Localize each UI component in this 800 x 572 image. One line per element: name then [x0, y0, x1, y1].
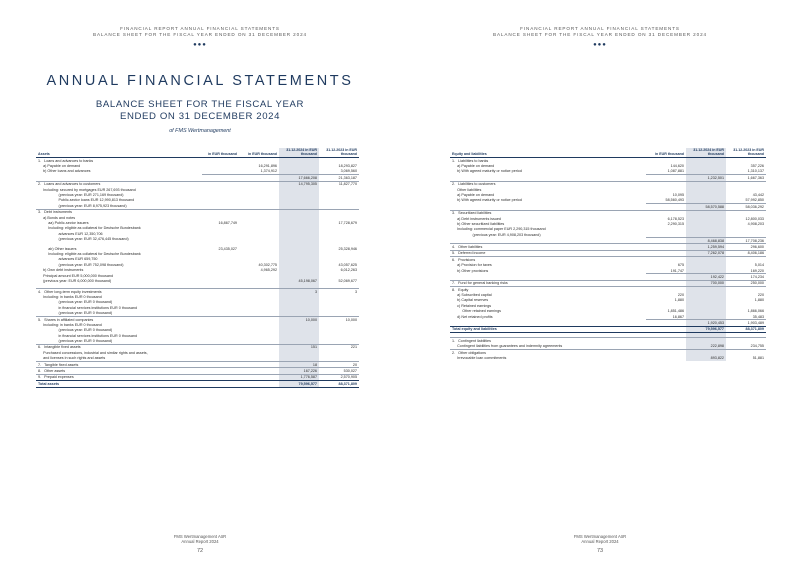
row-value: 21,363,187 [319, 175, 359, 181]
header-2024: 31.12.2024 in EUR thousand [686, 148, 726, 158]
balance-sheet-subtitle [0, 99, 400, 123]
row-value: 17,666,208 [279, 175, 319, 181]
row-label: ab) Other issuers [38, 246, 77, 251]
row-label: and licenses in such rights and assets [38, 356, 106, 361]
row-label: b) Other provisions [452, 268, 489, 273]
row-value: 51,881 [752, 356, 764, 361]
row-label: Including: in banks EUR 0 thousand [38, 322, 102, 327]
row-value: 11,827,770 [319, 181, 359, 187]
row-value: 10,095 [672, 192, 684, 197]
row-label: 2. Other obligations [450, 350, 646, 356]
row-value: 58,560,493 [665, 198, 684, 203]
row-value: 88,371,809 [726, 326, 766, 332]
row-value: 45,198,067 [279, 278, 319, 283]
running-header-line-2: BALANCE SHEET FOR THE FISCAL YEAR ENDED ON 31 DECEMBER 2024 [92, 32, 307, 37]
header-assets: Assets [36, 148, 202, 158]
row-label: (previous year: EUR 4,908,203 thousand) [452, 232, 541, 237]
header-in-eur-2: in EUR thousand [239, 148, 279, 158]
row-value: 144,620 [670, 163, 684, 168]
header-2023: 31.12.2023 in EUR thousand [726, 148, 766, 158]
row-value: 58,570,588 [686, 204, 726, 210]
row-label: Total assets [36, 381, 202, 387]
row-label: 5. Shares in affiliated companies [36, 316, 202, 322]
row-value: 1,667,363 [726, 175, 766, 181]
row-value: 14,795,305 [279, 181, 319, 187]
running-header [0, 26, 400, 38]
row-value: 893,822 [686, 356, 726, 361]
row-value: 5,014 [754, 263, 764, 268]
row-label: Irrevocable loan commitments [452, 356, 507, 361]
liabilities-table [450, 148, 766, 361]
row-value: 58,036,292 [726, 204, 766, 210]
running-header-line-2: BALANCE SHEET FOR THE FISCAL YEAR ENDED ON 31 DECEMBER 2024 [492, 32, 707, 37]
row-label: b) With agreed maturity or notice period [452, 198, 522, 203]
page-number: 72 [196, 548, 204, 554]
row-value [239, 381, 279, 387]
row-value: 151 [279, 344, 319, 350]
row-value [646, 356, 686, 361]
assets-table-body [36, 158, 359, 388]
row-label: 8. Equity [450, 287, 646, 293]
row-value: 675 [677, 263, 684, 268]
row-value: 1,903,489 [726, 320, 766, 326]
page-footer [0, 534, 400, 544]
row-label: d) Net retained profits [452, 314, 493, 319]
row-value: 250,000 [726, 280, 766, 286]
row-label: Other liabilities [452, 187, 482, 192]
header-in-eur-1: in EUR thousand [202, 148, 239, 158]
row-label: advances EUR 659,750 [38, 257, 98, 262]
row-label: b) Capital reserves [452, 298, 489, 303]
assets-table [36, 148, 359, 388]
row-label: 6. Intangible fixed assets [36, 344, 202, 350]
row-value: 2,570,905 [319, 374, 359, 380]
row-value: 1,880 [674, 298, 684, 303]
row-label: a) Debt instruments issued [452, 216, 501, 221]
row-value: 3 [279, 288, 319, 294]
row-label: b) Own debt instruments [38, 268, 84, 273]
row-value: 1,374,912 [260, 169, 277, 174]
row-value: 8,406,186 [726, 250, 766, 256]
footer-line-2: Annual Report 2024 [181, 539, 219, 544]
row-label: Other retained earnings [452, 309, 501, 314]
row-label: a) Provision for taxes [452, 263, 492, 268]
row-label: 1. Loans and advances to banks [36, 158, 202, 164]
row-label: a) Payable on demand [452, 192, 495, 197]
row-value: 192,422 [686, 274, 726, 280]
row-value: 1,851,486 [667, 309, 684, 314]
header-in-eur: in EUR thousand [646, 148, 686, 158]
row-label: 3. Debt instruments [36, 209, 202, 215]
row-label: Contingent liabilities from guarantees and indemnity agreements [452, 344, 563, 349]
row-label: (previous year: EUR 0 thousand) [38, 311, 113, 316]
header-2023: 31.12.2023 in EUR thousand [319, 148, 359, 158]
row-value: 530,027 [319, 368, 359, 374]
row-value: 10,000 [319, 316, 359, 322]
row-label: Including: eligible as collateral for Deutsche Bundesbank [38, 226, 141, 231]
row-value: 222,898 [686, 344, 726, 350]
row-value: 57,992,850 [745, 198, 764, 203]
row-label: (previous year: EUR 271,169 thousand) [38, 192, 124, 197]
row-label: Purchased concessions, industrial and similar rights and assets, [38, 350, 148, 355]
row-value: 18,293,827 [338, 163, 357, 168]
row-label: a) Subscribed capital [452, 293, 492, 298]
row-value: 43,057,625 [338, 262, 357, 267]
row-label: Public-sector loans EUR 12,990,813 thousand [38, 198, 135, 203]
row-value: 4,908,203 [747, 221, 764, 226]
decorative-dots-icon: ●●● [593, 42, 607, 48]
row-value: 1,866,066 [747, 309, 764, 314]
row-label: 3. Securitized liabilities [450, 210, 646, 216]
page-footer [400, 534, 800, 544]
row-label: 1. Contingent liabilities [450, 338, 646, 344]
row-value: 18 [279, 362, 319, 368]
page-number: 73 [596, 548, 604, 554]
subtitle-line-1: BALANCE SHEET FOR THE FISCAL YEAR [95, 99, 305, 110]
row-label: 7. Tangible fixed assets [36, 362, 202, 368]
liabilities-header-row [450, 148, 766, 158]
row-value: 43,442 [752, 192, 764, 197]
header-equity-liabilities: Equity and liabilities [450, 148, 646, 158]
row-label: 4. Other long-term equity investments [36, 288, 202, 294]
footer-line-2: Annual Report 2024 [581, 539, 619, 544]
row-value: 1,259,594 [686, 244, 726, 250]
row-label: Principal amount EUR 5,000,000 thousand [38, 273, 114, 278]
row-value: 296,600 [726, 244, 766, 250]
row-label: 2. Loans and advances to customers [36, 181, 202, 187]
row-label: c) Retained earnings [452, 303, 492, 308]
row-value: 23,435,027 [218, 246, 237, 251]
row-label: a) Payable on demand [38, 163, 81, 168]
row-label: (previous year: EUR 8,975,923 thousand) [38, 203, 127, 208]
row-value: 52,069,677 [338, 278, 357, 283]
table-row [36, 381, 359, 387]
row-value: 220 [677, 293, 684, 298]
row-value: 8,468,838 [686, 237, 726, 243]
row-label: 7. Fund for general banking risks [450, 280, 646, 286]
assets-header-row [36, 148, 359, 158]
row-label: 9. Prepaid expenses [36, 374, 202, 380]
row-value: 6,178,523 [667, 216, 684, 221]
running-header-line-1: FINANCIAL REPORT ANNUAL FINANCIAL STATEMENTS [120, 26, 280, 31]
row-value: 20 [319, 362, 359, 368]
row-label: 8. Other assets [36, 368, 202, 374]
row-label: 5. Deferred income [450, 250, 646, 256]
row-label: in financial services institutions EUR 0 thousand [38, 333, 137, 338]
issuer-name: of FMS Wertmanagement [169, 128, 231, 134]
row-label: (previous year: EUR 0 thousand) [38, 339, 113, 344]
row-value: 79,596,577 [686, 326, 726, 332]
subtitle-line-2: ENDED ON 31 DECEMBER 2024 [119, 111, 281, 122]
row-label: 4. Other liabilities [450, 244, 646, 250]
row-value: 40,302,775 [258, 262, 277, 267]
row-label: Total equity and liabilities [450, 326, 646, 332]
row-label: aa) Public-sector issuers [38, 220, 89, 225]
liabilities-table-body [450, 158, 766, 361]
row-value: 1,776,587 [279, 374, 319, 380]
footer-line-1: FMS Wertmanagement AöR [573, 534, 627, 539]
row-label: Including: eligible as collateral for Deutsche Bundesbank [38, 252, 141, 257]
row-label: (previous year: EUR 752,098 thousand) [38, 262, 124, 267]
row-value: 700,000 [686, 280, 726, 286]
row-label: a) Bonds and notes [38, 215, 76, 220]
row-value: 17,728,679 [338, 220, 357, 225]
row-value: 174,234 [726, 274, 766, 280]
row-label: (previous year: EUR 0 thousand) [38, 300, 113, 305]
row-value: 16,867,749 [218, 220, 237, 225]
row-value: 17,708,236 [726, 237, 766, 243]
row-value: 16,291,896 [258, 163, 277, 168]
row-label: Including: commercial paper EUR 2,290,315 thousand [452, 227, 546, 232]
row-label: 1. Liabilities to banks [450, 158, 646, 164]
row-label: b) Other securitized liabilities [452, 221, 505, 226]
row-value: 1,880 [754, 298, 764, 303]
running-header-line-1: FINANCIAL REPORT ANNUAL FINANCIAL STATEMENTS [520, 26, 680, 31]
row-value: 3 [319, 288, 359, 294]
row-value: 221 [319, 344, 359, 350]
row-value: 10,000 [279, 316, 319, 322]
row-value: 6,012,263 [340, 268, 357, 273]
row-value: 167,226 [279, 368, 319, 374]
row-label: in financial services institutions EUR 0 thousand [38, 305, 137, 310]
row-value: 16,867 [672, 314, 684, 319]
row-value: 79,596,577 [279, 381, 319, 387]
row-value: 1,087,881 [667, 169, 684, 174]
row-label: b) With agreed maturity or notice period [452, 169, 522, 174]
row-value: 12,800,033 [745, 216, 764, 221]
footer-line-1: FMS Wertmanagement AöR [173, 534, 227, 539]
row-value: 3,069,560 [340, 169, 357, 174]
row-value: 1,310,137 [747, 169, 764, 174]
row-value: 4,965,292 [260, 268, 277, 273]
row-value [202, 381, 239, 387]
header-2024: 31.12.2024 in EUR thousand [279, 148, 319, 158]
row-value: 7,262,078 [686, 250, 726, 256]
decorative-dots-icon: ●●● [193, 42, 207, 48]
row-value: 234,755 [750, 344, 764, 349]
row-value: 220 [757, 293, 764, 298]
row-label: 6. Provisions [450, 257, 646, 263]
row-value: 1,232,501 [686, 175, 726, 181]
row-label: (previous year: EUR 0 thousand) [38, 328, 113, 333]
row-value: 2,290,315 [667, 221, 684, 226]
row-label: (previous year: EUR 32,476,445 thousand) [38, 237, 129, 242]
row-label: Including: secured by mortgages EUR 267,693 thousand [38, 187, 136, 192]
row-value: 35,483 [752, 314, 764, 319]
row-value: 191,747 [670, 268, 684, 273]
row-value: 88,371,809 [319, 381, 359, 387]
row-label: Including: in banks EUR 0 thousand [38, 294, 102, 299]
row-value: 1,920,453 [686, 320, 726, 326]
row-label: (previous year: EUR 6,000,000 thousand) [38, 278, 112, 283]
table-row [450, 356, 766, 361]
row-label: b) Other loans and advances [38, 169, 91, 174]
page-title: ANNUAL FINANCIAL STATEMENTS [46, 73, 354, 89]
running-header [400, 26, 800, 38]
row-label: 2. Liabilities to customers [450, 181, 646, 187]
row-label: advances EUR 12,350,706 [38, 231, 103, 236]
row-value: 169,220 [750, 268, 764, 273]
row-value: 357,226 [750, 163, 764, 168]
row-value: 25,328,946 [338, 246, 357, 251]
row-label: a) Payable on demand [452, 163, 495, 168]
